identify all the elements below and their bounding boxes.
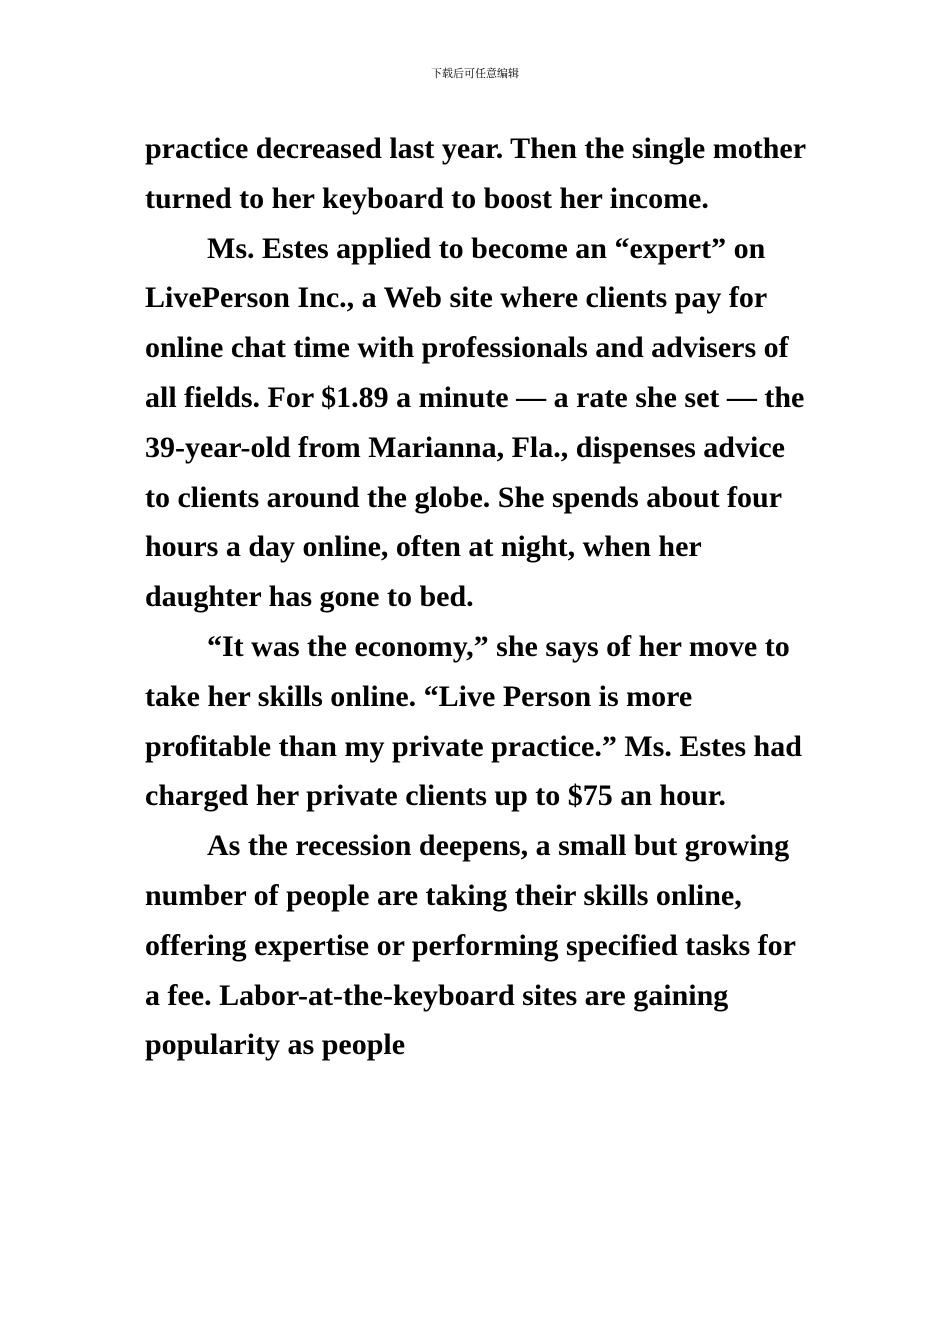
paragraph-recession: As the recession deepens, a small but growing number of people are taking their skills online, offering expertise or performing specified tasks for a fee. Labor-at-the-keyboard sites are gaining popularity as people (145, 829, 796, 1062)
paragraph-estes-liveperson: Ms. Estes applied to become an “expert” on LivePerson Inc., a Web site where clients pay for online chat time with professionals and advisers of all fields. For $1.89 a minute — a rate she set — the 39-year-old from Marianna, Fla., dispenses advice to clients around the globe. She spends about four hours a day online, often at night, when her daughter has gone to bed. (145, 231, 805, 614)
paragraph-economy-quote: “It was the economy,” she says of her move to take her skills online. “Live Person is more profitable than my private practice.” Ms. Estes had charged her private clients up to $75 an hour. (145, 629, 802, 813)
article-body (145, 124, 810, 1070)
paragraph-continuation: practice decreased last year. Then the single mother turned to her keyboard to boost her income. (145, 132, 806, 215)
page-header-note: 下载后可任意编辑 (431, 67, 519, 80)
